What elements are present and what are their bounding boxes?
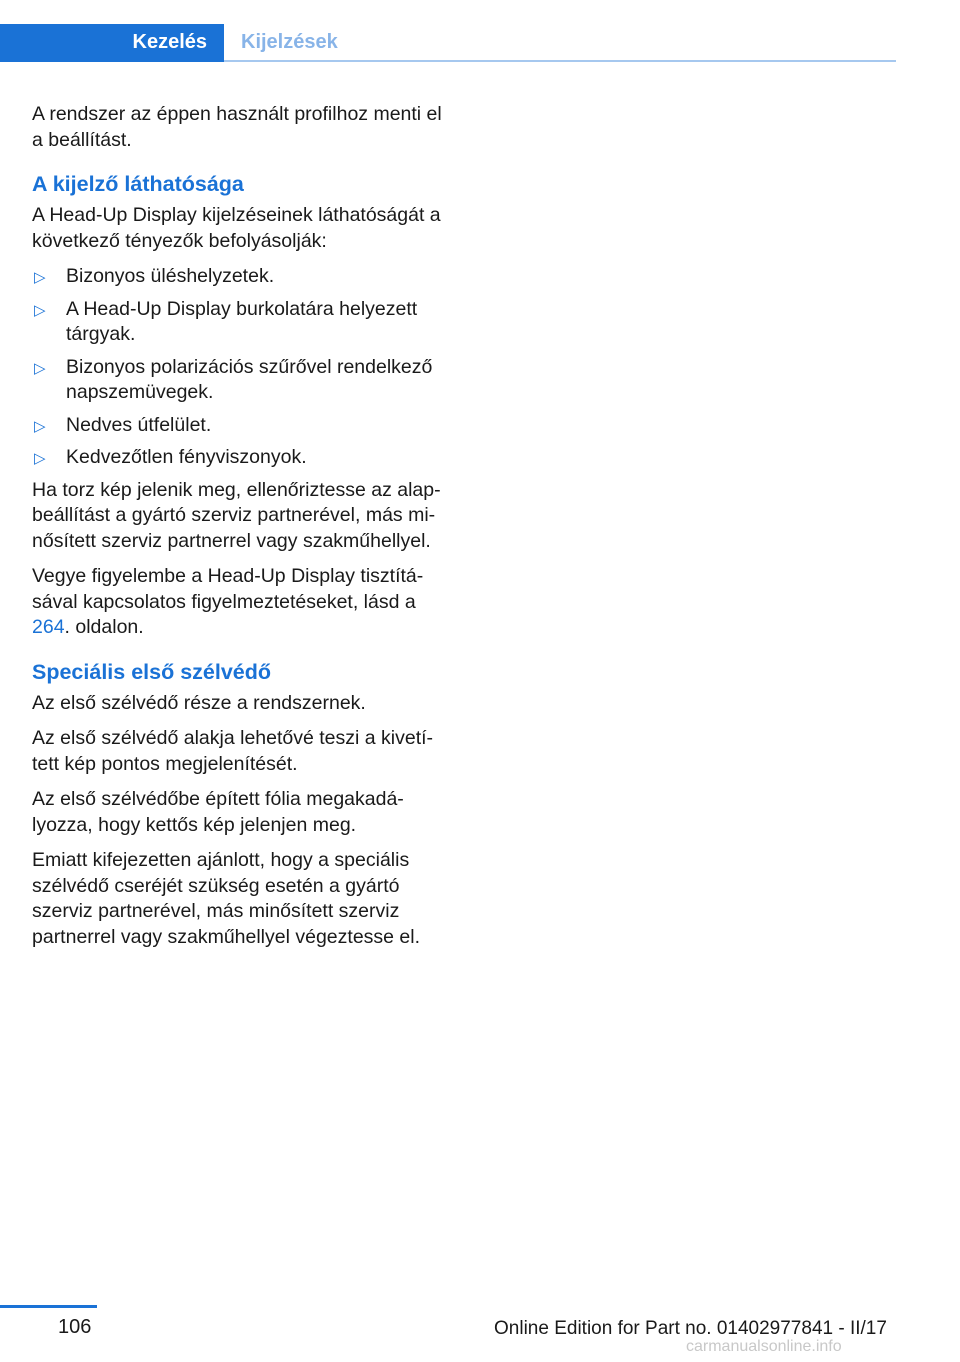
list-item xyxy=(32,413,452,439)
page-header xyxy=(0,24,896,62)
triangle-bullet-icon: ▷ xyxy=(34,450,46,467)
cleaning-reference-text: Vegye figyelembe a Head-Up Display tisztítá-sával kapcsolatos figyelmeztetéseket, lásd a xyxy=(32,565,424,613)
visibility-lead: A Head-Up Display kijelzéseinek láthatóságát a következő tényezők befolyásolják: xyxy=(32,204,441,252)
triangle-bullet-icon: ▷ xyxy=(34,359,46,377)
edition-info: Online Edition for Part no. 01402977841 - II/17 xyxy=(494,1318,887,1339)
list-item xyxy=(32,355,452,406)
list-item-text: Kedvezőtlen fényviszonyok. xyxy=(66,446,307,468)
visibility-factor-list xyxy=(32,264,452,471)
list-item xyxy=(32,445,452,471)
tab-kezeles[interactable]: Kezelés xyxy=(0,24,224,60)
cleaning-reference-paragraph xyxy=(32,564,452,641)
list-item xyxy=(32,297,452,348)
windshield-paragraph: Emiatt kifejezetten ajánlott, hogy a speciális szélvédő cseréjét szükség esetén a gyártó szerviz partnerével, más minősített szerviz partnerrel vagy szakműhellyel végeztesse el. xyxy=(32,849,421,948)
windshield-paragraph: Az első szélvédő alakja lehetővé teszi a kivetí-tett kép pontos megjelenítését. xyxy=(32,727,434,775)
page-number: 106 xyxy=(58,1316,92,1338)
windshield-paragraph: Az első szélvédőbe épített fólia megakadá-lyozza, hogy kettős kép jelenjen meg. xyxy=(32,788,404,836)
watermark: carmanualsonline.info xyxy=(686,1338,842,1355)
list-item-text: Bizonyos polarizációs szűrővel rendelkező napszemüvegek. xyxy=(66,355,433,403)
page-link-264[interactable]: 264 xyxy=(32,616,65,638)
section-visibility xyxy=(32,171,452,641)
footer-divider xyxy=(0,1305,97,1308)
list-item-text: Bizonyos üléshelyzetek. xyxy=(66,265,275,287)
section-heading-windshield: Speciális első szélvédő xyxy=(32,659,272,684)
triangle-bullet-icon: ▷ xyxy=(34,417,46,435)
triangle-bullet-icon: ▷ xyxy=(34,269,46,286)
triangle-bullet-icon: ▷ xyxy=(34,301,46,319)
main-content xyxy=(32,102,452,960)
section-heading-visibility: A kijelző láthatósága xyxy=(32,172,244,196)
tab-kijelzesek[interactable]: Kijelzések xyxy=(241,30,338,53)
intro-paragraph: A rendszer az éppen használt profilhoz menti el a beállítást. xyxy=(32,103,442,151)
list-item-text: A Head-Up Display burkolatára helyezett tárgyak. xyxy=(66,297,418,345)
cleaning-reference-suffix: . oldalon. xyxy=(64,616,144,638)
distortion-paragraph: Ha torz kép jelenik meg, ellenőriztesse az alap-beállítást a gyártó szerviz partnerével, más mi-nősített szerviz partnerrel vagy szakműhellyel. xyxy=(32,478,441,552)
list-item-text: Nedves útfelület. xyxy=(66,413,212,436)
windshield-paragraph: Az első szélvédő része a rendszernek. xyxy=(32,691,366,714)
list-item xyxy=(32,264,452,290)
section-windshield xyxy=(32,659,452,951)
header-divider-light xyxy=(224,60,896,62)
